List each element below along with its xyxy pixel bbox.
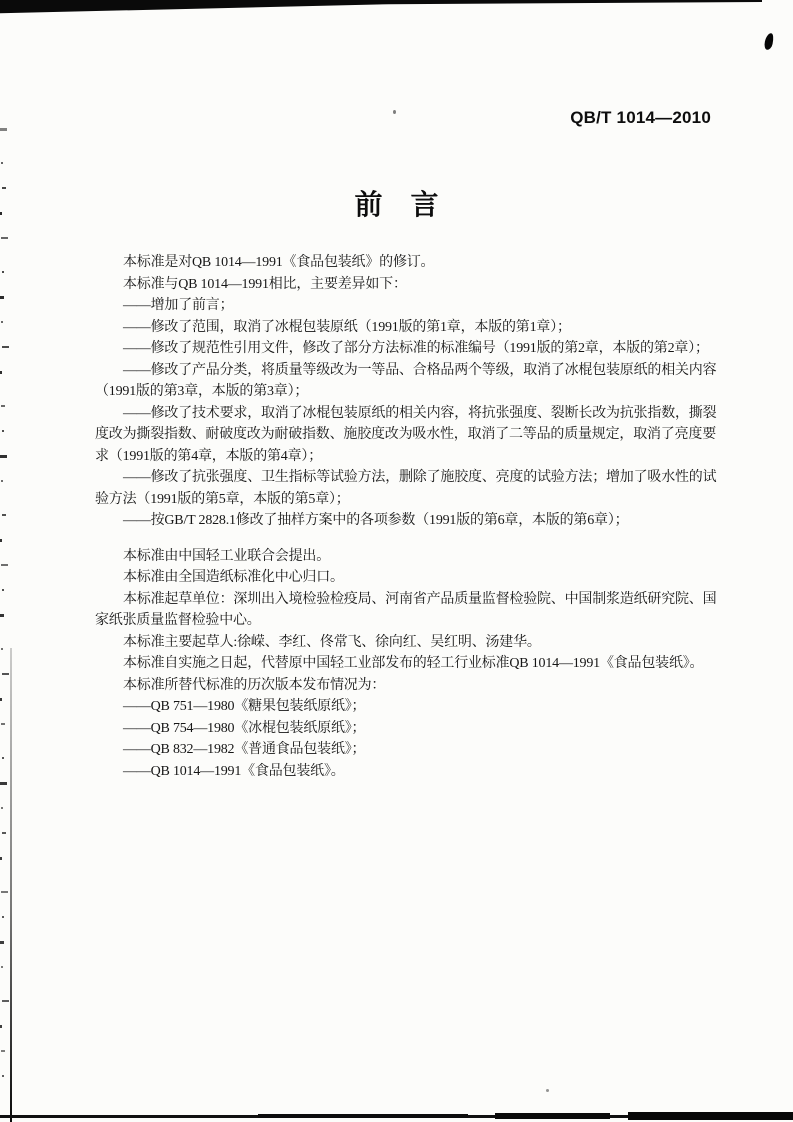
text-line: 度改为撕裂指数、耐破度改为耐破指数、施胶度改为吸水性，取消了二等品的质量规定，取消了亮度要 [95,427,716,442]
text-line: 本标准由全国造纸标准化中心归口。 [123,570,344,585]
text-line: 本标准与QB 1014—1991相比，主要差异如下： [123,276,407,292]
text-line: ——QB 754—1980《冰棍包装纸原纸》； [123,720,366,736]
scan-speck [393,110,396,114]
text-line: 本标准所替代标准的历次版本发布情况为： [123,677,386,693]
scan-artifact-left-line [10,648,12,1122]
text-line: ——QB 1014—1991《食品包装纸》。 [123,763,345,779]
standard-number: QB/T 1014—2010 [570,108,711,127]
scan-artifact-top-bar [0,0,762,14]
text-line: 本标准起草单位：深圳出入境检验检疫局、河南省产品质量监督检验院、中国制浆造纸研究院、国 [123,591,717,607]
text-line: 求（1991版的第4章，本版的第4章）； [95,448,322,464]
text-line: ——QB 751—1980《糖果包装纸原纸》； [123,699,366,714]
text-line: 本标准由中国轻工业联合会提出。 [123,548,330,564]
scan-artifact-bottom-bar [628,1112,793,1120]
text-line: ——修改了抗张强度、卫生指标等试验方法，删除了施胶度、亮度的试验方法；增加了吸水性的试 [123,470,717,485]
text-line: 本标准主要起草人:徐嵘、李红、佟常飞、徐向红、吴红明、汤建华。 [123,634,541,650]
page-title: 前 言 [354,189,439,220]
scan-artifact-bottom-bar [495,1113,610,1119]
scan-speck [546,1089,549,1092]
text-line: ——修改了规范性引用文件，修改了部分方法标准的标准编号（1991版的第2章，本版的第2章）； [123,341,709,356]
text-line: 验方法（1991版的第5章，本版的第5章）； [95,491,350,507]
text-line: ——按GB/T 2828.1修改了抽样方案中的各项参数（1991版的第6章，本版的第6章）； [123,513,629,528]
text-line: 家纸张质量监督检验中心。 [95,613,261,628]
text-line: ——修改了产品分类，将质量等级改为一等品、合格品两个等级，取消了冰棍包装原纸的相关内容 [123,362,717,378]
text-line: ——增加了前言； [123,298,234,313]
text-line: ——修改了技术要求，取消了冰棍包装原纸的相关内容，将抗张强度、裂断长改为抗张指数，撕裂 [123,405,717,421]
text-line: ——修改了范围，取消了冰棍包装原纸（1991版的第1章，本版的第1章）； [123,319,571,335]
scan-artifact-bottom-bar [258,1114,468,1118]
text-line: （1991版的第3章，本版的第3章）； [95,384,309,399]
body-lines [95,252,720,782]
text-line: 本标准是对QB 1014—1991《食品包装纸》的修订。 [123,255,435,270]
text-line: ——QB 832—1982《普通食品包装纸》； [123,742,366,757]
ink-blot-mark [763,32,774,50]
text-line: 本标准自实施之日起，代替原中国轻工业部发布的轻工行业标准QB 1014—1991《食品包装纸》。 [123,656,704,671]
